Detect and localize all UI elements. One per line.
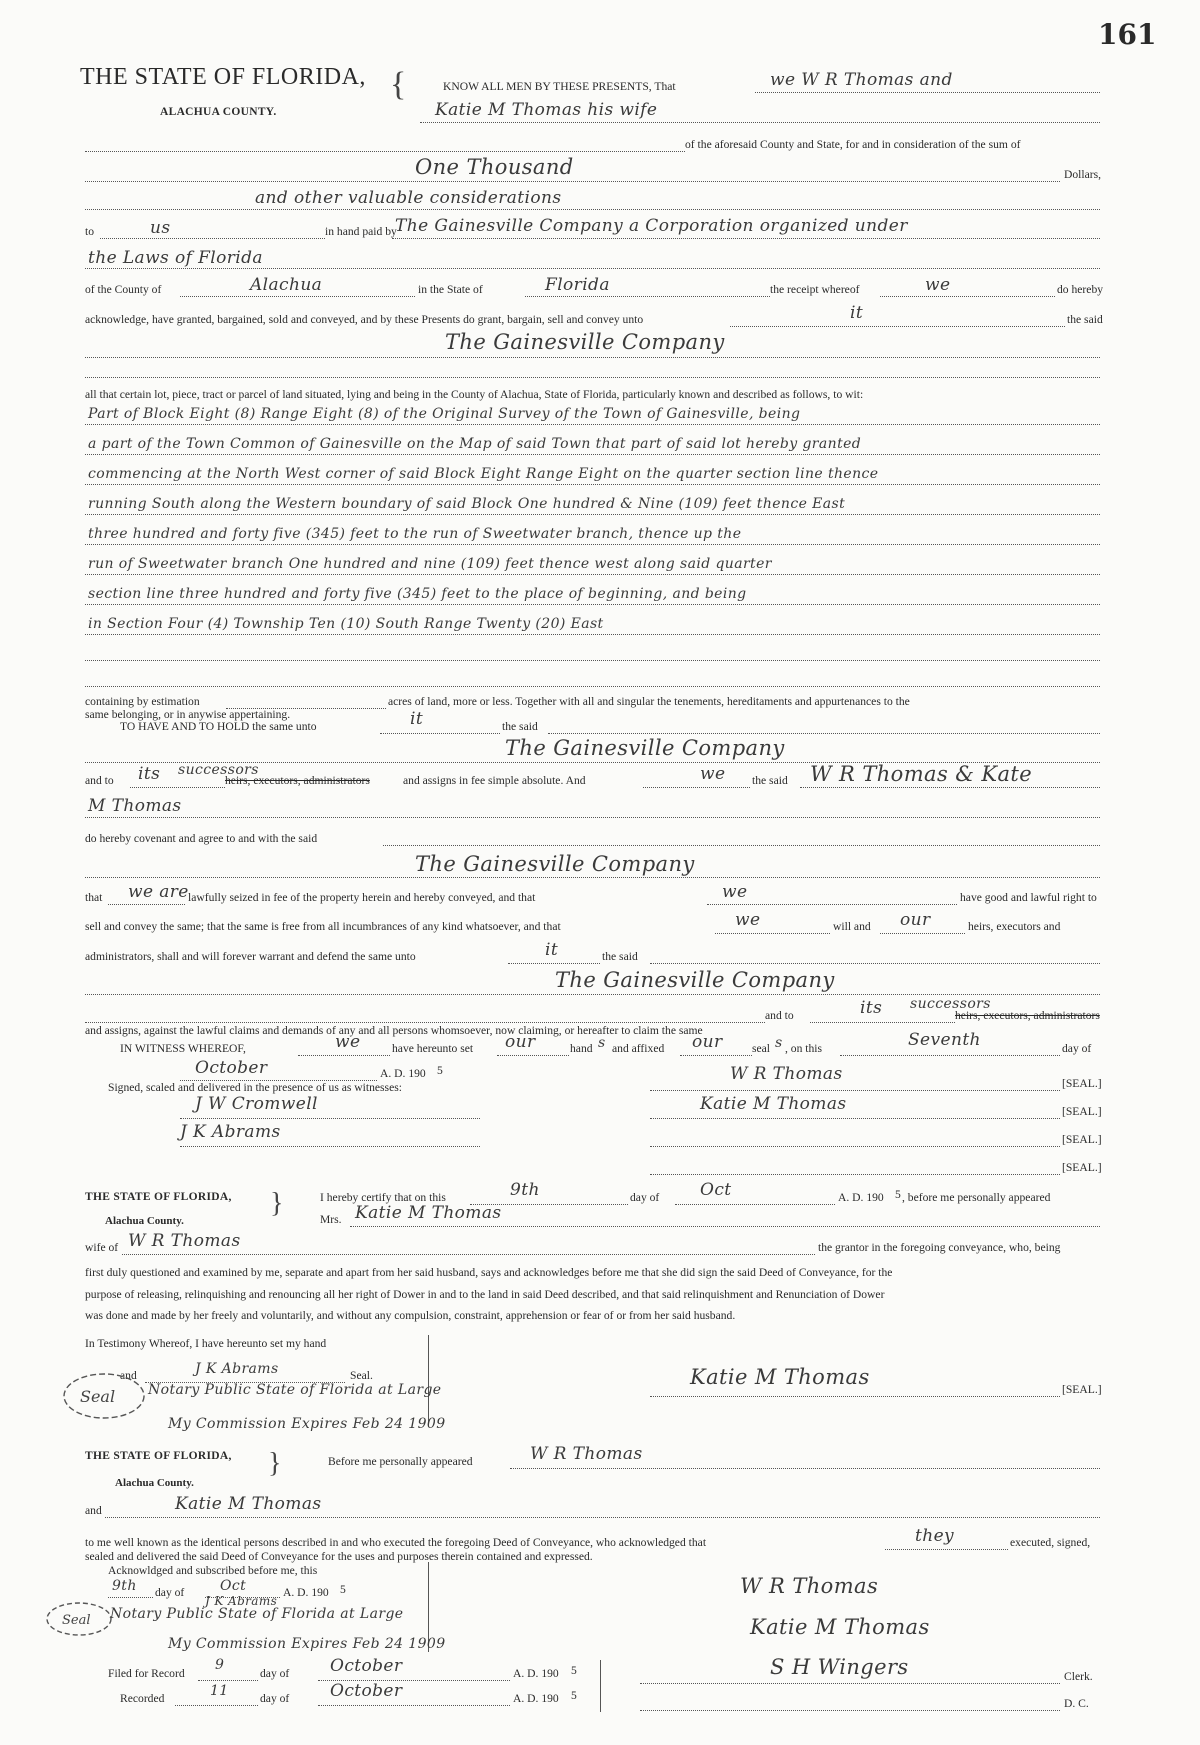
ack1-signature: Katie M Thomas [690, 1365, 870, 1389]
we-are-value: we are [128, 882, 189, 902]
ack2-name-1: W R Thomas [530, 1444, 643, 1464]
county-state-text: of the aforesaid County and State, for and in consideration of the sum of [685, 138, 1021, 151]
rule [810, 1022, 955, 1023]
ack1-body-3: was done and made by her freely and voluntarily, and without any compulsion, constraint, apprehension or fear of or from her said husband. [85, 1309, 736, 1322]
rule [85, 604, 1100, 605]
ack2-county: Alachua County. [115, 1477, 194, 1489]
rule [85, 514, 1100, 515]
successors-value: successors [178, 762, 259, 778]
rule [548, 733, 1100, 734]
receipt-value: we [925, 275, 951, 295]
rule [510, 1468, 1100, 1469]
witness-1-signature: J W Cromwell [195, 1094, 318, 1114]
legal-line-2: a part of the Town Common of Gainesville on the Map of said Town that part of said lot hereby granted [88, 436, 862, 452]
legal-line-4: running South along the Western boundary of said Block One hundred & Nine (109) feet thence East [88, 496, 846, 512]
rule [318, 1705, 510, 1706]
ack2-before-me: Before me personally appeared [328, 1455, 473, 1468]
rule [640, 1710, 1060, 1711]
affixed-text: and affixed [612, 1042, 665, 1055]
do-hereby: do hereby [1057, 283, 1104, 296]
rule [525, 296, 770, 297]
rule [650, 1174, 1060, 1175]
hand-s: s [598, 1035, 606, 1051]
ack2-notary-seal [42, 1598, 116, 1640]
seal-s: s [775, 1035, 783, 1051]
legal-line-1: Part of Block Eight (8) Range Eight (8) of the Original Survey of the Town of Gainesville, being [88, 406, 801, 422]
rule [650, 1396, 1060, 1397]
ack2-month: Oct [220, 1578, 247, 1594]
ack2-notary-title: Notary Public State of Florida at Large [110, 1606, 404, 1622]
rule [420, 122, 1100, 123]
grantor-line-2: Katie M Thomas his wife [435, 100, 658, 120]
rule [643, 787, 750, 788]
rule [675, 1204, 835, 1205]
rule [730, 326, 1065, 327]
the-said-2: the said [752, 774, 788, 787]
ack1-body-1: first duly questioned and examined by me, separate and apart from her said husband, says and acknowledges before me that she did sign the said Deed of Conveyance, for the [85, 1266, 893, 1279]
recorded-day-of: day of [260, 1692, 290, 1705]
ack1-wife-of: wife of [85, 1241, 119, 1254]
rule [85, 268, 1100, 269]
sell-text: sell and convey the same; that the same is free from all incumbrances of any kind whatsoever, and that [85, 920, 561, 933]
paid-by-value: The Gainesville Company a Corporation organized under [395, 216, 908, 236]
rule [85, 209, 1100, 210]
grantor-line-1: we W R Thomas and [770, 70, 953, 90]
filed-month: October [330, 1656, 403, 1676]
ack1-brace: } [270, 1188, 284, 1219]
rule [180, 1146, 480, 1147]
rule [880, 933, 965, 934]
know-all-text: KNOW ALL MEN BY THESE PRESENTS, That [443, 80, 676, 93]
ack1-seal-label: Seal. [350, 1369, 373, 1382]
in-witness: IN WITNESS WHEREOF, [120, 1042, 246, 1055]
it-value-2: it [545, 940, 559, 960]
state-value: Florida [545, 275, 610, 295]
rule [650, 1118, 1060, 1119]
filed-year: 5 [571, 1664, 577, 1677]
rule [85, 817, 1100, 818]
set-text: have hereunto set [392, 1042, 474, 1055]
recorded-ad: A. D. 190 [513, 1692, 559, 1705]
ack1-mrs: Mrs. [320, 1213, 342, 1226]
ack2-day-of: day of [155, 1586, 185, 1599]
ack1-year: 5 [895, 1188, 901, 1201]
ack1-ad: A. D. 190 [838, 1191, 884, 1204]
ack1-notary-seal [60, 1368, 152, 1424]
rule [85, 660, 1100, 661]
rule [85, 1022, 765, 1023]
grantee-warrant: The Gainesville Company [555, 968, 835, 992]
paid-by-value-2: the Laws of Florida [88, 248, 263, 268]
signature-2: Katie M Thomas [700, 1094, 847, 1114]
our-value: our [900, 910, 931, 930]
signature-1: W R Thomas [730, 1064, 843, 1084]
seal-text: seal [752, 1042, 771, 1055]
belonging-text: same belonging, or in anywise appertaining. [85, 708, 291, 721]
rule [122, 1254, 815, 1255]
witness-our-2: our [692, 1032, 723, 1052]
filed-ad: A. D. 190 [513, 1667, 559, 1680]
admin-text: administrators, shall and will forever warrant and defend the same unto [85, 950, 416, 963]
we-value-2: we [722, 882, 748, 902]
signed-text: Signed, scaled and delivered in the presence of us as witnesses: [108, 1081, 402, 1094]
ack2-name-2: Katie M Thomas [175, 1494, 322, 1514]
rule [840, 1055, 1060, 1056]
paid-by-label: in hand paid by [325, 225, 397, 238]
ack1-day: 9th [510, 1180, 540, 1200]
rule [650, 963, 1100, 964]
will-and: will and [833, 920, 871, 933]
seized-text: lawfully seized in fee of the property herein and hereby conveyed, and that [188, 891, 536, 904]
state-heading: THE STATE OF FLORIDA, [80, 64, 366, 90]
assigns-text: and assigns in fee simple absolute. And [403, 774, 586, 787]
seal-3: [SEAL.] [1062, 1133, 1102, 1146]
recorded-label: Recorded [120, 1692, 165, 1705]
grantors-names: W R Thomas & Kate [810, 762, 1033, 786]
filed-label: Filed for Record [108, 1667, 185, 1680]
recorded-month: October [330, 1681, 403, 1701]
hand-text: hand [570, 1042, 593, 1055]
ack2-year: 5 [340, 1583, 346, 1596]
we-value: we [700, 764, 726, 784]
the-said: the said [1067, 313, 1103, 326]
witness-day: Seventh [908, 1030, 981, 1050]
ack2-signature-2: Katie M Thomas [750, 1615, 930, 1639]
rule [383, 845, 1100, 846]
rule [85, 484, 1100, 485]
to-label: to [85, 225, 95, 238]
rule [298, 1055, 390, 1056]
legal-line-8: in Section Four (4) Township Ten (10) South Range Twenty (20) East [88, 616, 604, 632]
ack1-body-2: purpose of releasing, relinquishing and renouncing all her right of Dower in and to the land in said Deed described, and that said relinquishment and Renunciation of Dower [85, 1288, 885, 1301]
grantee-covenant: The Gainesville Company [415, 852, 695, 876]
its-value: its [138, 764, 161, 784]
ack2-and: and [85, 1504, 102, 1517]
recorded-year: 5 [571, 1689, 577, 1702]
rule [755, 92, 1100, 93]
rule [85, 544, 1100, 545]
to-have-unto-value: it [410, 709, 424, 729]
ack2-brace: } [268, 1448, 282, 1479]
filed-day: 9 [215, 1657, 225, 1673]
recorded-day: 11 [210, 1683, 229, 1699]
of-county-label: of the County of [85, 283, 162, 296]
rule [508, 963, 600, 964]
the-said-3: the said [602, 950, 638, 963]
clerk-label: Clerk. [1064, 1670, 1093, 1683]
seal-2: [SEAL.] [1062, 1105, 1102, 1118]
grantee-habendum: The Gainesville Company [505, 736, 785, 760]
rule [108, 904, 185, 905]
rule [497, 1055, 569, 1056]
grantee-name: The Gainesville Company [445, 330, 725, 354]
dc-label: D. C. [1064, 1697, 1089, 1710]
ack1-testimony: In Testimony Whereof, I have hereunto set my hand [85, 1337, 327, 1350]
consideration-amount: One Thousand [415, 155, 574, 179]
ack1-husband: W R Thomas [128, 1231, 241, 1251]
ack1-state: THE STATE OF FLORIDA, [85, 1191, 232, 1203]
rule [130, 787, 225, 788]
heirs-struck: heirs, executors, administrators [225, 774, 370, 787]
good-right-text: have good and lawful right to [960, 891, 1097, 904]
acknowledge-text: acknowledge, have granted, bargained, sold and conveyed, and by these Presents do grant, bargain, sell and convey unto [85, 313, 644, 326]
rule [85, 454, 1100, 455]
covenant-text: do hereby covenant and agree to and with the said [85, 832, 318, 845]
witness-ad: A. D. 190 [380, 1067, 426, 1080]
rule [707, 904, 957, 905]
state-label: in the State of [418, 283, 483, 296]
legal-line-6: run of Sweetwater branch One hundred and nine (109) feet thence west along said quarter [88, 556, 772, 572]
rule [650, 1090, 1060, 1091]
legal-line-3: commencing at the North West corner of said Block Eight Range Eight on the quarter section line thence [88, 466, 879, 482]
rule [85, 686, 1100, 687]
rule [680, 1055, 752, 1056]
ack2-day: 9th [112, 1578, 137, 1594]
seal-4: [SEAL.] [1062, 1161, 1102, 1174]
seal-1: [SEAL.] [1062, 1077, 1102, 1090]
rule [85, 634, 1100, 635]
day-of: day of [1062, 1042, 1092, 1055]
clerk-signature: S H Wingers [770, 1655, 909, 1679]
ack1-seal-word: Seal [80, 1387, 116, 1406]
ack2-sealed-text: sealed and delivered the said Deed of Conveyance for the uses and purposes therein contained and expressed. [85, 1550, 593, 1563]
recording-bracket [600, 1660, 603, 1712]
claims-text: and assigns, against the lawful claims and demands of any and all persons whomsoever, now claiming, or hereafter to claim the same [85, 1024, 703, 1037]
witness-we: we [335, 1032, 361, 1052]
county-value: Alachua [250, 275, 323, 295]
ack2-acknowledged: Acknowldged and subscribed before me, this [108, 1564, 318, 1577]
filed-day-of: day of [260, 1667, 290, 1680]
containing-label: containing by estimation [85, 695, 200, 708]
we-value-3: we [735, 910, 761, 930]
on-this: , on this [785, 1042, 823, 1055]
rule [392, 238, 1100, 239]
ack2-known-text: to me well known as the identical persons described in and who executed the foregoing Deed of Conveyance, who acknowledged that [85, 1536, 707, 1549]
rule [100, 238, 325, 239]
that-label: that [85, 891, 103, 904]
header-brace: { [390, 66, 407, 103]
ack1-before-me: , before me personally appeared [902, 1191, 1051, 1204]
rule [198, 1680, 258, 1681]
ack2-executed: executed, signed, [1010, 1536, 1091, 1549]
rule [180, 1118, 480, 1119]
and-to-label-2: and to [765, 1009, 794, 1022]
and-to-label: and to [85, 774, 114, 787]
heirs-exec: heirs, executors and [968, 920, 1061, 933]
legal-line-7: section line three hundred and forty five (345) feet to the place of beginning, and being [88, 586, 747, 602]
to-value: us [150, 218, 171, 238]
ack1-month: Oct [700, 1180, 732, 1200]
rule [350, 1226, 1100, 1227]
other-consideration: and other valuable considerations [255, 188, 562, 208]
acres-text: acres of land, more or less. Together with all and singular the tenements, hereditaments and appurtenances to the [388, 695, 910, 708]
rule [880, 296, 1055, 297]
witness-month: October [195, 1058, 268, 1078]
witness-our: our [505, 1032, 536, 1052]
county-heading: ALACHUA COUNTY. [160, 106, 277, 118]
rule [640, 1683, 1060, 1684]
rule [85, 424, 1100, 425]
rule [85, 994, 1100, 995]
heirs-struck-2: heirs, executors, administrators [955, 1009, 1100, 1022]
ack1-notary-signature: J K Abrams [195, 1361, 279, 1377]
witness-year: 5 [437, 1064, 443, 1077]
rule [85, 377, 1100, 378]
unto-value: it [850, 303, 864, 323]
rule [180, 296, 415, 297]
ack1-bracket [428, 1335, 431, 1423]
to-have-the-said: the said [502, 720, 538, 733]
ack1-commission: My Commission Expires Feb 24 1909 [168, 1416, 446, 1432]
rule [105, 1517, 1100, 1518]
ack2-signature-1: W R Thomas [740, 1574, 879, 1598]
rule [885, 1549, 1008, 1550]
legal-intro: all that certain lot, piece, tract or parcel of land situated, lying and being in the County of Alachua, State of Florida, particularly known and described as follows, to wit: [85, 388, 864, 401]
ack2-they: they [915, 1526, 955, 1546]
rule [175, 1705, 258, 1706]
rule [650, 1146, 1060, 1147]
rule [380, 733, 500, 734]
ack1-seal-bracket: [SEAL.] [1062, 1383, 1102, 1396]
ack2-state: THE STATE OF FLORIDA, [85, 1450, 232, 1462]
ack1-certify: I hereby certify that on this [320, 1191, 446, 1204]
ack1-grantor-text: the grantor in the foregoing conveyance, who, being [818, 1241, 1061, 1254]
ack2-commission: My Commission Expires Feb 24 1909 [168, 1636, 446, 1652]
legal-line-5: three hundred and forty five (345) feet to the run of Sweetwater branch, thence up the [88, 526, 742, 542]
ack2-seal-word: Seal [62, 1613, 91, 1628]
ack1-name: Katie M Thomas [355, 1203, 502, 1223]
rule [800, 787, 1100, 788]
ack2-notary-signature: J K Abrams [205, 1594, 278, 1608]
rule [85, 877, 1100, 878]
page-number: 161 [1098, 18, 1157, 51]
ack1-and: and [120, 1369, 137, 1382]
ack1-notary-title: Notary Public State of Florida at Large [148, 1382, 442, 1398]
receipt-label: the receipt whereof [770, 283, 860, 296]
ack1-county: Alachua County. [105, 1215, 184, 1227]
rule [85, 357, 1100, 358]
to-have-text: TO HAVE AND TO HOLD the same unto [120, 720, 317, 733]
rule [85, 151, 685, 152]
its-value-2: its [860, 998, 883, 1018]
ack1-day-of: day of [630, 1191, 660, 1204]
witness-2-signature: J K Abrams [180, 1122, 281, 1142]
ack2-ad: A. D. 190 [283, 1586, 329, 1599]
grantors-names-2: M Thomas [88, 796, 182, 816]
rule [715, 933, 830, 934]
rule [85, 181, 1060, 182]
rule [85, 574, 1100, 575]
successors-value-2: successors [910, 996, 991, 1012]
dollars-label: Dollars, [1064, 168, 1102, 181]
